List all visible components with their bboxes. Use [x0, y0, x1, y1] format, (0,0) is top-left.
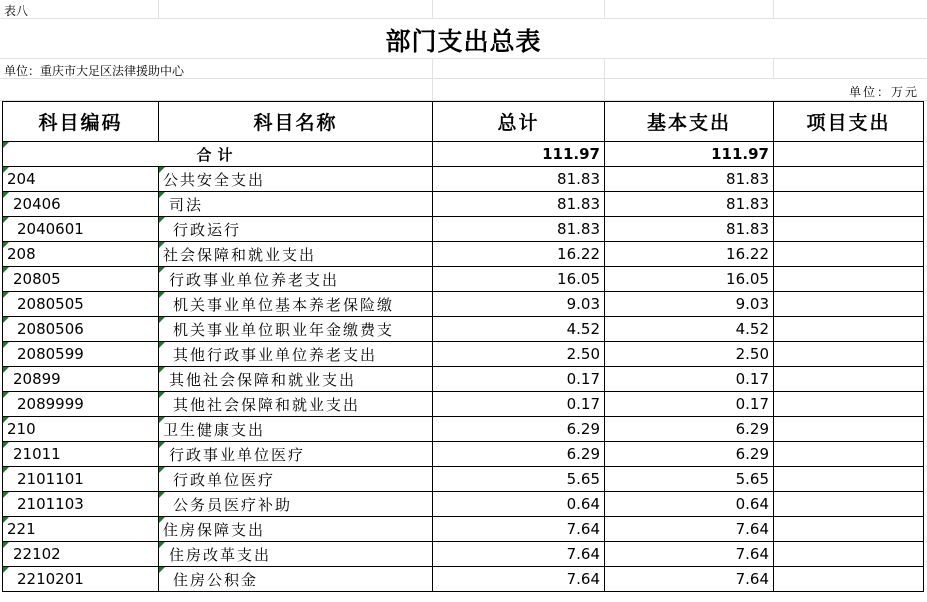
table-row	[3, 467, 924, 492]
row-code-text: 20899	[13, 370, 61, 388]
row-basic	[605, 392, 774, 417]
green-triangle-marker	[159, 192, 165, 198]
row-name	[159, 492, 433, 517]
row-project	[774, 342, 924, 367]
row-code	[3, 542, 159, 567]
row-name	[159, 517, 433, 542]
row-name-text: 住房保障支出	[163, 520, 266, 539]
row-total-text: 5.65	[566, 470, 600, 488]
green-triangle-marker	[159, 242, 165, 248]
table-row	[3, 392, 924, 417]
green-triangle-marker	[3, 167, 9, 173]
row-basic	[605, 367, 774, 392]
table-row	[3, 567, 924, 592]
row-basic	[605, 417, 774, 442]
row-code-text: 2040601	[17, 220, 84, 238]
row-project	[774, 392, 924, 417]
green-triangle-marker	[159, 392, 165, 398]
row-name	[159, 417, 433, 442]
row-project	[774, 542, 924, 567]
row-total-text: 7.64	[566, 570, 600, 588]
row-code-text: 21011	[13, 445, 61, 463]
green-triangle-marker	[3, 192, 9, 198]
table-row	[3, 517, 924, 542]
row-name	[159, 367, 433, 392]
row-total-text: 0.17	[566, 370, 600, 388]
row-basic-text: 6.29	[735, 445, 769, 463]
row-total	[433, 367, 605, 392]
table-row	[3, 342, 924, 367]
header-basic: 基本支出	[605, 102, 774, 142]
row-code	[3, 392, 159, 417]
row-project	[774, 442, 924, 467]
row-name-text: 住房公积金	[173, 570, 259, 589]
row-code-text: 22102	[13, 545, 61, 563]
row-code	[3, 242, 159, 267]
row-name-text: 社会保障和就业支出	[163, 245, 317, 264]
row-total-text: 7.64	[566, 520, 600, 538]
row-code	[3, 167, 159, 192]
row-total	[433, 317, 605, 342]
row-code	[3, 342, 159, 367]
green-triangle-marker	[159, 167, 165, 173]
unit-amount: 单位：万元	[848, 85, 919, 99]
green-triangle-marker	[3, 492, 9, 498]
row-code-text: 208	[7, 245, 36, 263]
expense-table	[2, 101, 924, 592]
green-triangle-marker	[159, 267, 165, 273]
table-row	[3, 167, 924, 192]
row-project	[774, 492, 924, 517]
row-basic-text: 16.22	[726, 245, 769, 263]
row-basic	[605, 267, 774, 292]
row-basic	[605, 492, 774, 517]
row-basic	[605, 567, 774, 592]
row-project	[774, 192, 924, 217]
row-total-text: 0.64	[566, 495, 600, 513]
row-name	[159, 542, 433, 567]
row-name	[159, 167, 433, 192]
green-triangle-marker	[3, 542, 9, 548]
page-title: 部门支出总表	[385, 27, 542, 56]
row-basic	[605, 242, 774, 267]
row-name	[159, 292, 433, 317]
table-row	[3, 417, 924, 442]
row-name	[159, 192, 433, 217]
row-name	[159, 317, 433, 342]
row-name-text: 司法	[169, 195, 204, 214]
row-name-text: 行政事业单位医疗	[169, 445, 306, 464]
green-triangle-marker	[3, 467, 9, 473]
row-code-text: 2089999	[17, 395, 84, 413]
table-row	[3, 267, 924, 292]
green-triangle-marker	[3, 567, 9, 573]
total-project	[774, 142, 924, 167]
table-row	[3, 292, 924, 317]
row-name	[159, 342, 433, 367]
row-project	[774, 367, 924, 392]
row-code	[3, 517, 159, 542]
total-label	[3, 142, 433, 167]
row-code	[3, 492, 159, 517]
row-name-text: 行政运行	[173, 220, 242, 239]
grid-line	[432, 0, 433, 18]
green-triangle-marker	[3, 392, 9, 398]
total-total: 111.97	[433, 142, 605, 167]
row-name	[159, 267, 433, 292]
row-basic	[605, 517, 774, 542]
row-basic	[605, 317, 774, 342]
row-total-text: 4.52	[566, 320, 600, 338]
green-triangle-marker	[3, 142, 9, 148]
unit-org: 单位：重庆市大足区法律援助中心	[4, 64, 185, 78]
row-code	[3, 367, 159, 392]
row-basic-text: 81.83	[726, 170, 769, 188]
row-name-text: 机关事业单位职业年金缴费支	[173, 320, 395, 339]
row-code	[3, 267, 159, 292]
row-name	[159, 217, 433, 242]
row-project	[774, 517, 924, 542]
row-code	[3, 292, 159, 317]
row-code	[3, 317, 159, 342]
row-basic-text: 81.83	[726, 195, 769, 213]
grid-line	[604, 0, 605, 18]
row-name-text: 其他社会保障和就业支出	[169, 370, 357, 389]
row-code-text: 2080505	[17, 295, 84, 313]
row-basic	[605, 292, 774, 317]
row-total	[433, 242, 605, 267]
row-code	[3, 417, 159, 442]
row-name	[159, 392, 433, 417]
header-total: 总计	[433, 102, 605, 142]
row-total	[433, 442, 605, 467]
green-triangle-marker	[3, 417, 9, 423]
green-triangle-marker	[3, 317, 9, 323]
green-triangle-marker	[3, 267, 9, 273]
table-row	[3, 367, 924, 392]
grid-line	[773, 0, 774, 18]
row-code-text: 204	[7, 170, 36, 188]
table-row	[3, 492, 924, 517]
row-code-text: 2101103	[17, 495, 84, 513]
row-basic-text: 7.64	[735, 545, 769, 563]
row-name-text: 公共安全支出	[163, 170, 266, 189]
row-code	[3, 442, 159, 467]
green-triangle-marker	[159, 542, 165, 548]
row-total	[433, 417, 605, 442]
grid-line	[432, 58, 433, 100]
row-code-text: 20805	[13, 270, 61, 288]
row-total	[433, 392, 605, 417]
grid-line	[604, 58, 605, 100]
row-code-text: 20406	[13, 195, 61, 213]
row-name-text: 公务员医疗补助	[173, 495, 293, 514]
row-basic-text: 16.05	[726, 270, 769, 288]
row-project	[774, 267, 924, 292]
row-basic-text: 4.52	[735, 320, 769, 338]
row-code-text: 2080506	[17, 320, 84, 338]
row-total-text: 81.83	[557, 195, 600, 213]
row-total	[433, 342, 605, 367]
row-code-text: 221	[7, 520, 36, 538]
row-project	[774, 567, 924, 592]
row-project	[774, 317, 924, 342]
row-basic-text: 2.50	[735, 345, 769, 363]
green-triangle-marker	[159, 367, 165, 373]
green-triangle-marker	[159, 417, 165, 423]
row-project	[774, 417, 924, 442]
green-triangle-marker	[159, 467, 165, 473]
row-name-text: 其他行政事业单位养老支出	[173, 345, 378, 364]
row-project	[774, 217, 924, 242]
row-name-text: 机关事业单位基本养老保险缴	[173, 295, 395, 314]
row-basic-text: 0.17	[735, 370, 769, 388]
header-code: 科目编码	[3, 102, 159, 142]
total-basic: 111.97	[605, 142, 774, 167]
row-total-text: 9.03	[566, 295, 600, 313]
grid-line	[773, 58, 774, 78]
row-total	[433, 517, 605, 542]
row-basic	[605, 167, 774, 192]
row-basic	[605, 542, 774, 567]
grid-row	[0, 0, 927, 19]
row-code-text: 2210201	[17, 570, 84, 588]
row-basic-text: 9.03	[735, 295, 769, 313]
row-name	[159, 567, 433, 592]
table-row	[3, 442, 924, 467]
row-total-text: 7.64	[566, 545, 600, 563]
row-name-text: 住房改革支出	[169, 545, 272, 564]
table-row	[3, 192, 924, 217]
row-code	[3, 217, 159, 242]
header-row	[3, 102, 924, 142]
row-basic-text: 0.17	[735, 395, 769, 413]
row-total-text: 2.50	[566, 345, 600, 363]
row-total-text: 81.83	[557, 220, 600, 238]
green-triangle-marker	[3, 342, 9, 348]
row-name-text: 行政事业单位养老支出	[169, 270, 340, 289]
row-total-text: 16.22	[557, 245, 600, 263]
row-total	[433, 567, 605, 592]
row-name-text: 其他社会保障和就业支出	[173, 395, 361, 414]
green-triangle-marker	[159, 492, 165, 498]
row-code	[3, 467, 159, 492]
grid-line	[158, 0, 159, 18]
green-triangle-marker	[159, 217, 165, 223]
row-name	[159, 467, 433, 492]
header-project: 项目支出	[774, 102, 924, 142]
row-basic-text: 5.65	[735, 470, 769, 488]
green-triangle-marker	[159, 517, 165, 523]
green-triangle-marker	[3, 442, 9, 448]
row-code-text: 2101101	[17, 470, 84, 488]
green-triangle-marker	[3, 292, 9, 298]
table-label: 表八	[4, 4, 29, 18]
row-total	[433, 542, 605, 567]
row-name-text: 行政单位医疗	[173, 470, 276, 489]
table-row	[3, 542, 924, 567]
table-row	[3, 217, 924, 242]
green-triangle-marker	[159, 292, 165, 298]
row-basic-text: 6.29	[735, 420, 769, 438]
total-label-text: 合计	[196, 145, 239, 164]
row-total-text: 0.17	[566, 395, 600, 413]
row-total	[433, 167, 605, 192]
row-basic	[605, 342, 774, 367]
row-total	[433, 192, 605, 217]
green-triangle-marker	[3, 217, 9, 223]
green-triangle-marker	[159, 567, 165, 573]
row-total	[433, 467, 605, 492]
row-code-text: 2080599	[17, 345, 84, 363]
row-project	[774, 167, 924, 192]
row-basic	[605, 192, 774, 217]
row-name-text: 卫生健康支出	[163, 420, 266, 439]
row-total	[433, 492, 605, 517]
green-triangle-marker	[3, 242, 9, 248]
row-basic-text: 81.83	[726, 220, 769, 238]
row-code-text: 210	[7, 420, 36, 438]
green-triangle-marker	[159, 442, 165, 448]
grid-row	[0, 78, 927, 101]
table-row	[3, 317, 924, 342]
green-triangle-marker	[159, 342, 165, 348]
row-code	[3, 192, 159, 217]
total-row	[3, 142, 924, 167]
row-total-text: 16.05	[557, 270, 600, 288]
row-total	[433, 292, 605, 317]
green-triangle-marker	[159, 317, 165, 323]
row-basic	[605, 217, 774, 242]
row-total-text: 81.83	[557, 170, 600, 188]
row-project	[774, 467, 924, 492]
table-row	[3, 242, 924, 267]
row-name	[159, 442, 433, 467]
row-total-text: 6.29	[566, 420, 600, 438]
row-basic-text: 0.64	[735, 495, 769, 513]
row-basic	[605, 442, 774, 467]
row-total	[433, 217, 605, 242]
row-basic	[605, 467, 774, 492]
header-name: 科目名称	[159, 102, 433, 142]
row-code	[3, 567, 159, 592]
row-basic-text: 7.64	[735, 570, 769, 588]
table-body	[3, 167, 924, 592]
row-total	[433, 267, 605, 292]
row-project	[774, 242, 924, 267]
row-project	[774, 292, 924, 317]
row-name	[159, 242, 433, 267]
green-triangle-marker	[3, 367, 9, 373]
green-triangle-marker	[3, 517, 9, 523]
row-basic-text: 7.64	[735, 520, 769, 538]
row-total-text: 6.29	[566, 445, 600, 463]
